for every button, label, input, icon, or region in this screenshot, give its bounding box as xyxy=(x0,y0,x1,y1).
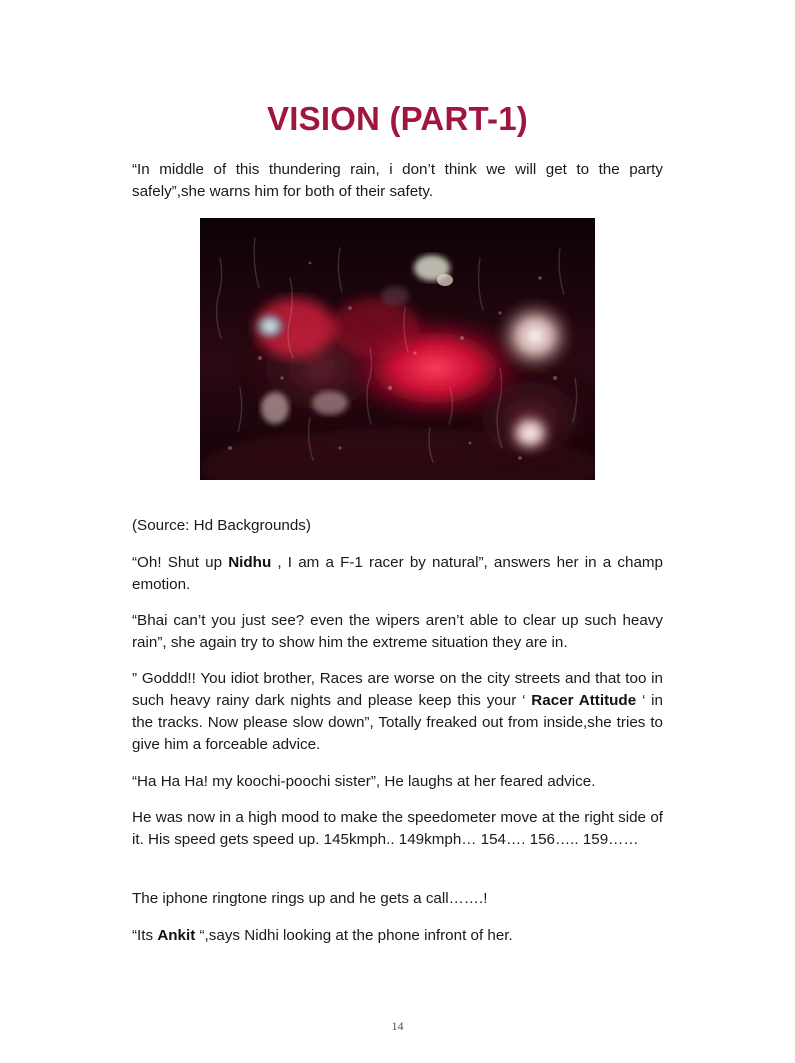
paragraph-3: “Bhai can’t you just see? even the wipers aren’t able to clear up such heavy rain”, she again try to show him the extreme situation they are in. xyxy=(132,612,663,651)
rainy-windshield-photo xyxy=(200,218,595,480)
paragraph-4-text-a: ” Goddd!! You idiot brother, Races are worse on the city streets and that too in such heavy rainy dark nights and please keep this your ‘ xyxy=(132,670,663,709)
paragraph-8-text-a: “Its xyxy=(132,927,158,944)
image-source-caption: (Source: Hd Backgrounds) xyxy=(132,517,311,534)
name-nidhu: Nidhu xyxy=(228,554,272,571)
paragraph-6: He was now in a high mood to make the speedometer move at the right side of it. His speed gets speed up. 145kmph.. 149kmph… 154…. 156….. 159…… xyxy=(132,809,663,848)
paragraph-7: The iphone ringtone rings up and he gets a call…….! xyxy=(132,890,488,907)
paragraph-2-text-c: , I am a F-1 racer by natural”, answers her in a champ emotion. xyxy=(132,554,663,593)
page-number: 14 xyxy=(391,1019,404,1033)
paragraph-8-text-c: “,says Nidhi looking at the phone infront of her. xyxy=(195,927,513,944)
phrase-racer-attitude: Racer Attitude xyxy=(531,692,637,709)
paragraph-2-text-a: “Oh! Shut up xyxy=(132,554,229,571)
paragraph-4-text-c: ‘ in the tracks. Now please slow down”, Totally freaked out from inside,she tries to give him a forceable advice. xyxy=(132,692,663,753)
paragraph-1: “In middle of this thundering rain, i don’t think we will get to the party safely”,she warns him for both of their safety. xyxy=(132,161,663,200)
chapter-title: VISION (PART-1) xyxy=(267,100,528,137)
paragraph-8 xyxy=(132,925,663,947)
name-ankit: Ankit xyxy=(157,927,196,944)
paragraph-5: “Ha Ha Ha! my koochi-poochi sister”, He laughs at her feared advice. xyxy=(132,773,596,790)
rain-bokeh-illustration xyxy=(200,218,595,480)
paragraph-4 xyxy=(132,668,663,756)
paragraph-2 xyxy=(132,552,663,596)
